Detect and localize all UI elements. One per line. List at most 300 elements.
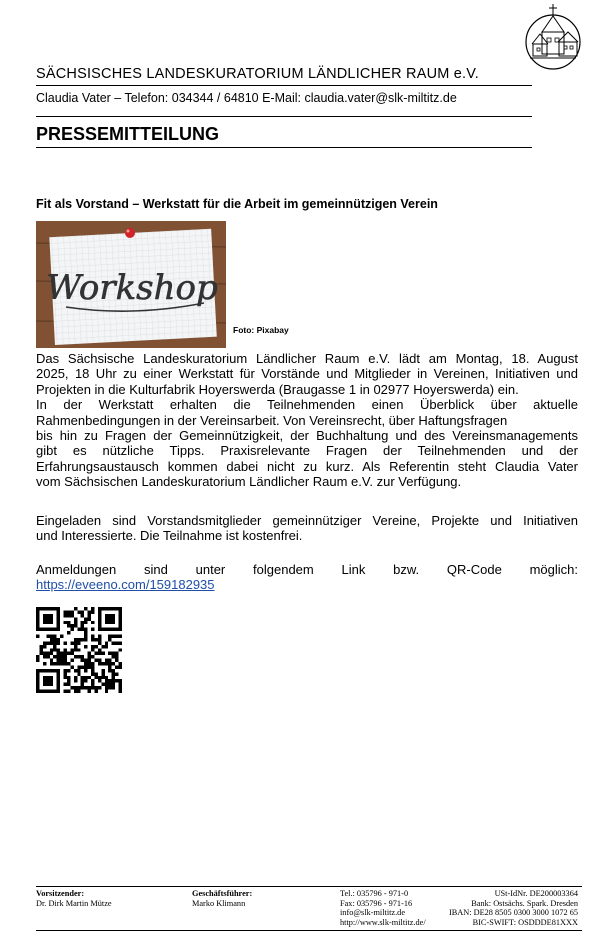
qr-module	[81, 638, 84, 641]
qr-module	[98, 659, 101, 662]
manager-label: Geschäftsführer:	[192, 889, 253, 898]
qr-module	[43, 614, 46, 617]
qr-module	[57, 607, 60, 610]
qr-module	[74, 621, 77, 624]
qr-module	[74, 641, 77, 644]
qr-module	[115, 652, 118, 655]
qr-module	[81, 659, 84, 662]
qr-module	[77, 641, 80, 644]
qr-module	[91, 638, 94, 641]
qr-module	[77, 665, 80, 668]
qr-module	[64, 641, 67, 644]
qr-module	[64, 672, 67, 675]
qr-module	[115, 679, 118, 682]
qr-module	[81, 679, 84, 682]
qr-module	[43, 679, 46, 682]
qr-module	[81, 621, 84, 624]
qr-module	[57, 614, 60, 617]
qr-module	[91, 679, 94, 682]
qr-module	[77, 610, 80, 613]
paragraph-line: bis hin zu Fragen der Gemeinnützigkeit, der Buchhaltung und des Vereinsmanagements	[36, 428, 578, 444]
qr-module	[84, 679, 87, 682]
qr-module	[46, 617, 49, 620]
qr-module	[77, 655, 80, 658]
qr-module	[43, 690, 46, 693]
qr-module	[98, 648, 101, 651]
qr-module	[77, 669, 80, 672]
qr-module	[101, 672, 104, 675]
qr-module	[39, 648, 42, 651]
qr-module	[53, 635, 56, 638]
qr-module	[57, 683, 60, 686]
qr-module	[74, 617, 77, 620]
qr-module	[84, 645, 87, 648]
qr-module	[77, 686, 80, 689]
qr-module	[94, 676, 97, 679]
qr-module	[74, 607, 77, 610]
qr-module	[112, 655, 115, 658]
footer-chair	[36, 889, 112, 908]
qr-module	[101, 669, 104, 672]
qr-module	[64, 659, 67, 662]
headline: Fit als Vorstand – Werkstatt für die Arbeit im gemeinnützigen Verein	[36, 197, 438, 211]
qr-module	[108, 652, 111, 655]
qr-module	[46, 607, 49, 610]
qr-module	[98, 679, 101, 682]
qr-module	[81, 624, 84, 627]
qr-module	[36, 676, 39, 679]
footer-bank	[430, 889, 578, 927]
qr-module	[119, 624, 122, 627]
qr-module	[46, 641, 49, 644]
qr-module	[53, 641, 56, 644]
paragraph-line: und Interessierte. Die Teilnahme ist kostenfrei.	[36, 528, 303, 544]
qr-module	[105, 617, 108, 620]
qr-module	[74, 645, 77, 648]
qr-module	[108, 686, 111, 689]
qr-module	[67, 669, 70, 672]
qr-module	[105, 659, 108, 662]
qr-module	[94, 659, 97, 662]
photo-caption: Foto: Pixabay	[233, 325, 289, 335]
footer-divider-bottom	[36, 930, 582, 931]
qr-module	[70, 659, 73, 662]
qr-module	[91, 655, 94, 658]
qr-module	[119, 614, 122, 617]
photo-handwriting: Workshop	[46, 268, 218, 308]
qr-module	[67, 683, 70, 686]
qr-module	[94, 672, 97, 675]
qr-module	[81, 665, 84, 668]
qr-module	[112, 607, 115, 610]
qr-module	[50, 607, 53, 610]
paragraph-line: Rahmenbedingungen in der Vereinsarbeit. Von Vereinsrecht, über Haftungsfragen	[36, 412, 508, 428]
manager-name: Marko Klimann	[192, 898, 246, 908]
qr-module	[81, 614, 84, 617]
qr-module	[84, 617, 87, 620]
qr-module	[108, 614, 111, 617]
registration-link[interactable]: https://eveeno.com/159182935	[36, 577, 215, 593]
qr-module	[53, 655, 56, 658]
qr-module	[46, 679, 49, 682]
organization-name: SÄCHSISCHES LANDESKURATORIUM LÄNDLICHER RAUM e.V.	[36, 66, 480, 82]
qr-module	[105, 676, 108, 679]
qr-module	[50, 679, 53, 682]
qr-module	[91, 648, 94, 651]
qr-module	[98, 617, 101, 620]
qr-module	[112, 683, 115, 686]
qr-module	[119, 617, 122, 620]
qr-module	[43, 607, 46, 610]
workshop-photo	[36, 221, 226, 348]
qr-module	[64, 614, 67, 617]
qr-module	[74, 690, 77, 693]
qr-module	[36, 621, 39, 624]
qr-module	[115, 641, 118, 644]
qr-module	[119, 628, 122, 631]
qr-module	[43, 628, 46, 631]
qr-module	[119, 648, 122, 651]
qr-module	[67, 662, 70, 665]
qr-module	[70, 614, 73, 617]
qr-module	[74, 676, 77, 679]
qr-module	[84, 638, 87, 641]
qr-module	[39, 607, 42, 610]
qr-module	[91, 669, 94, 672]
qr-module	[53, 648, 56, 651]
qr-module	[36, 669, 39, 672]
qr-module	[84, 628, 87, 631]
qr-module	[105, 614, 108, 617]
qr-module	[57, 648, 60, 651]
qr-module	[88, 610, 91, 613]
qr-module	[119, 686, 122, 689]
qr-module	[57, 690, 60, 693]
qr-module	[101, 676, 104, 679]
qr-module	[101, 662, 104, 665]
qr-module	[64, 652, 67, 655]
qr-module	[94, 686, 97, 689]
qr-module	[105, 662, 108, 665]
qr-module	[98, 610, 101, 613]
qr-module	[74, 655, 77, 658]
qr-module	[46, 683, 49, 686]
paragraph-line: Das Sächsische Landeskuratorium Ländlicher Raum e.V. lädt am Montag, 18. August	[36, 351, 578, 366]
qr-module	[36, 610, 39, 613]
qr-module	[91, 672, 94, 675]
paragraph-line: vom Sächsischen Landeskuratorium Ländlicher Raum e.V. zur Verfügung.	[36, 474, 462, 490]
qr-module	[105, 628, 108, 631]
qr-module	[64, 655, 67, 658]
qr-module	[84, 659, 87, 662]
qr-module	[36, 690, 39, 693]
paragraph-registration	[36, 562, 578, 593]
qr-module	[67, 610, 70, 613]
qr-module	[101, 683, 104, 686]
footer-bic: BIC-SWIFT: OSDDDE81XXX	[472, 917, 578, 927]
qr-module	[91, 662, 94, 665]
qr-module	[108, 628, 111, 631]
qr-module	[84, 686, 87, 689]
qr-module	[43, 662, 46, 665]
footer-contact	[340, 889, 426, 927]
qr-module	[91, 645, 94, 648]
qr-module	[88, 617, 91, 620]
qr-module	[105, 686, 108, 689]
qr-module	[67, 624, 70, 627]
qr-module	[119, 683, 122, 686]
qr-module	[60, 635, 63, 638]
qr-module	[94, 652, 97, 655]
qr-module	[70, 624, 73, 627]
qr-module	[112, 669, 115, 672]
qr-module	[74, 648, 77, 651]
qr-module	[50, 614, 53, 617]
footer-fax: Fax: 035796 - 971-16	[340, 898, 413, 908]
qr-module	[94, 690, 97, 693]
qr-module	[115, 672, 118, 675]
paragraph-line: 2025, 18 Uhr zu einer Werkstatt für Vorstände und Mitglieder in Vereinen, Initiativen und	[36, 366, 578, 382]
qr-module	[36, 686, 39, 689]
qr-module	[39, 690, 42, 693]
qr-module	[101, 628, 104, 631]
qr-module	[36, 624, 39, 627]
qr-module	[57, 679, 60, 682]
qr-module	[50, 652, 53, 655]
qr-module	[98, 638, 101, 641]
qr-module	[98, 676, 101, 679]
qr-module	[57, 669, 60, 672]
qr-module	[46, 635, 49, 638]
qr-module	[119, 662, 122, 665]
qr-module	[115, 628, 118, 631]
qr-module	[112, 614, 115, 617]
qr-module	[88, 690, 91, 693]
qr-module	[64, 676, 67, 679]
qr-module	[57, 638, 60, 641]
qr-module	[70, 641, 73, 644]
qr-module	[36, 683, 39, 686]
footer-bank-name: Bank: Ostsächs. Spark. Dresden	[471, 898, 578, 908]
qr-module	[98, 652, 101, 655]
qr-module	[50, 621, 53, 624]
qr-module	[88, 614, 91, 617]
qr-module	[57, 624, 60, 627]
qr-module	[105, 645, 108, 648]
qr-module	[36, 655, 39, 658]
qr-module	[108, 669, 111, 672]
qr-module	[115, 607, 118, 610]
paragraph-line: Anmeldungen sind unter folgendem Link bzw. QR-Code möglich:	[36, 562, 578, 577]
qr-module	[98, 621, 101, 624]
qr-module	[112, 686, 115, 689]
qr-module	[91, 683, 94, 686]
qr-module	[84, 635, 87, 638]
qr-module	[119, 690, 122, 693]
paragraph-line: Eingeladen sind Vorstandsmitglieder gemeinnütziger Vereine, Projekte und Initiativen	[36, 513, 578, 528]
qr-module	[81, 686, 84, 689]
qr-module	[88, 686, 91, 689]
qr-module	[50, 617, 53, 620]
qr-module	[50, 638, 53, 641]
qr-module	[57, 676, 60, 679]
qr-module	[105, 690, 108, 693]
qr-module	[53, 645, 56, 648]
title-divider	[36, 147, 532, 148]
qr-module	[81, 628, 84, 631]
contact-divider	[36, 116, 532, 117]
qr-module	[84, 676, 87, 679]
qr-module	[50, 683, 53, 686]
qr-module	[108, 659, 111, 662]
qr-module	[36, 635, 39, 638]
qr-module	[64, 648, 67, 651]
footer-tel: Tel.: 035796 - 971-0	[340, 889, 409, 898]
qr-module	[98, 686, 101, 689]
qr-module	[91, 607, 94, 610]
qr-module	[64, 690, 67, 693]
paragraph-line: Erfahrungsaustausch kommen dabei nicht zu kurz. Als Referentin steht Claudia Vater	[36, 458, 578, 474]
qr-module	[67, 690, 70, 693]
qr-module	[101, 607, 104, 610]
qr-module	[53, 669, 56, 672]
qr-module	[119, 679, 122, 682]
qr-module	[88, 659, 91, 662]
qr-module	[105, 621, 108, 624]
qr-module	[57, 672, 60, 675]
qr-module	[112, 621, 115, 624]
header-divider	[36, 85, 532, 86]
qr-module	[70, 628, 73, 631]
qr-module	[108, 679, 111, 682]
qr-module	[67, 679, 70, 682]
qr-module	[108, 607, 111, 610]
qr-module	[70, 610, 73, 613]
qr-module	[101, 645, 104, 648]
qr-module	[115, 635, 118, 638]
qr-module	[60, 652, 63, 655]
qr-module	[43, 683, 46, 686]
qr-module	[81, 676, 84, 679]
qr-module	[91, 686, 94, 689]
paragraph-invitation	[36, 513, 578, 544]
paragraph-line: gibt es nützliche Tipps. Praxisrelevante Fragen der Teilnehmenden und der	[36, 443, 578, 459]
qr-module	[46, 621, 49, 624]
qr-module	[70, 652, 73, 655]
qr-module	[57, 628, 60, 631]
qr-module	[50, 628, 53, 631]
qr-module	[39, 669, 42, 672]
qr-module	[105, 683, 108, 686]
qr-module	[64, 669, 67, 672]
qr-module	[84, 631, 87, 634]
qr-module	[119, 641, 122, 644]
qr-module	[112, 652, 115, 655]
qr-module	[84, 665, 87, 668]
qr-module	[50, 690, 53, 693]
qr-module	[98, 607, 101, 610]
qr-module	[91, 610, 94, 613]
qr-module	[81, 610, 84, 613]
qr-module	[108, 621, 111, 624]
qr-module	[119, 635, 122, 638]
qr-module	[43, 621, 46, 624]
qr-module	[53, 662, 56, 665]
qr-module	[119, 607, 122, 610]
qr-module	[88, 655, 91, 658]
qr-module	[91, 628, 94, 631]
qr-module	[98, 641, 101, 644]
qr-module	[36, 614, 39, 617]
paragraph-line: In der Werkstatt erhalten die Teilnehmenden einen Überblick über aktuelle	[36, 397, 578, 413]
qr-module	[84, 621, 87, 624]
qr-module	[115, 665, 118, 668]
qr-module	[57, 617, 60, 620]
qr-module	[101, 652, 104, 655]
qr-module	[43, 617, 46, 620]
document-type: PRESSEMITTEILUNG	[36, 124, 220, 144]
footer-email[interactable]: info@slk-miltitz.de	[340, 908, 406, 918]
qr-module	[36, 607, 39, 610]
qr-module	[112, 679, 115, 682]
footer-divider-top	[36, 886, 582, 887]
qr-module	[57, 655, 60, 658]
footer-ust: USt-IdNr. DE200003364	[494, 889, 578, 898]
qr-module	[43, 669, 46, 672]
qr-module	[112, 641, 115, 644]
qr-module	[53, 607, 56, 610]
qr-module	[64, 621, 67, 624]
qr-module	[57, 641, 60, 644]
qr-module	[53, 690, 56, 693]
qr-module	[81, 683, 84, 686]
qr-module	[84, 607, 87, 610]
qr-module	[94, 638, 97, 641]
qr-code[interactable]	[36, 607, 122, 693]
qr-module	[36, 672, 39, 675]
qr-module	[50, 669, 53, 672]
chair-label: Vorsitzender:	[36, 889, 85, 898]
qr-module	[105, 641, 108, 644]
qr-module	[60, 659, 63, 662]
footer-web[interactable]: http://www.slk-miltitz.de/	[340, 917, 426, 927]
qr-module	[119, 610, 122, 613]
qr-module	[36, 679, 39, 682]
qr-module	[108, 683, 111, 686]
qr-module	[84, 662, 87, 665]
qr-module	[70, 648, 73, 651]
qr-module	[91, 665, 94, 668]
qr-module	[46, 614, 49, 617]
qr-module	[50, 676, 53, 679]
qr-module	[67, 631, 70, 634]
qr-module	[39, 628, 42, 631]
qr-module	[74, 679, 77, 682]
paragraph-line: Projekten in die Kulturfabrik Hoyerswerda (Braugasse 1 in 02977 Hoyerswerda) ein.	[36, 381, 519, 397]
qr-module	[112, 617, 115, 620]
qr-module	[91, 621, 94, 624]
chair-name: Dr. Dirk Martin Mütze	[36, 898, 112, 908]
qr-module	[77, 672, 80, 675]
qr-module	[36, 617, 39, 620]
qr-module	[88, 676, 91, 679]
qr-module	[50, 635, 53, 638]
qr-module	[70, 665, 73, 668]
qr-module	[70, 686, 73, 689]
qr-module	[64, 683, 67, 686]
qr-module	[81, 655, 84, 658]
qr-module	[57, 652, 60, 655]
